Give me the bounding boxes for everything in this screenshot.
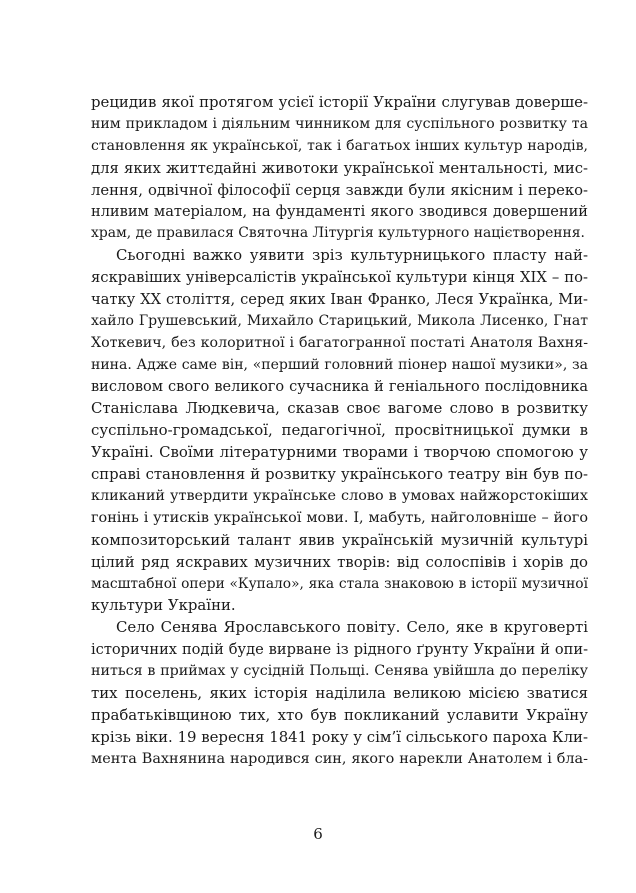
text-line: чатку ХХ століття, серед яких Іван Франко, Леся Українка, Ми- <box>91 291 588 309</box>
text-line: тих поселень, яких історія наділила великою місією зватися <box>91 684 588 703</box>
text-line: рецидив якої протягом усієї історії України слугував доверше- <box>91 93 588 111</box>
text-line: Україні. Своїми літературними творами і творчою спомогою у <box>91 443 588 462</box>
text-line: Станіслава Людкевича, сказав своє вагоме слово в розвитку <box>91 399 588 418</box>
text-line: Хоткевич, без колоритної і багатогранної постаті Анатоля Вахня- <box>91 334 588 351</box>
text-line: справі становлення й розвитку українського театру він був по- <box>91 466 588 484</box>
page-number: 6 <box>313 825 323 843</box>
text-line: історичних подій буде вирване із рідного ґрунту України й опи- <box>91 641 588 659</box>
text-line: кликаний утвердити українське слово в умовах найжорстокіших <box>91 488 588 505</box>
text-line: суспільно-громадської, педагогічної, просвітницької думки в <box>91 421 588 440</box>
text-line: Село Сенява Ярославського повіту. Село, яке в круговерті <box>116 618 588 637</box>
text-line: масштабної опери «Купало», яка стала знаковою в історії музичної <box>91 575 588 592</box>
text-line: нливим матеріалом, на фундаменті якого зводився довершений <box>91 203 588 221</box>
body-text <box>91 92 588 771</box>
text-line: крізь віки. 19 вересня 1841 року у сім’ї сільського пароха Кли- <box>91 727 588 746</box>
text-line: храм, де правилася Святочна Літургія культурного націєтворення. <box>91 225 585 242</box>
text-line: яскравіших універсалістів української культури кінця ХІХ – по- <box>91 269 588 287</box>
paragraph-1 <box>91 92 588 245</box>
text-line: мента Вахнянина народився син, якого нарекли Анатолем і бла- <box>91 750 588 767</box>
text-line: нина. Адже саме він, «перший головний піонер нашої музики», за <box>91 356 588 373</box>
paragraph-2 <box>91 245 588 617</box>
text-line: Сьогодні важко уявити зріз культурницького пласту най- <box>116 246 588 265</box>
text-line: лення, одвічної філософії серця завжди були якісним і переко- <box>91 181 588 199</box>
paragraph-3 <box>91 617 588 770</box>
text-line: гонінь і утисків української мови. І, мабуть, найголовніше – його <box>91 509 588 526</box>
text-line: становлення як української, так і багатьох інших культур народів, <box>91 137 588 154</box>
text-line: ниться в приймах у сусідній Польщі. Сенява увійшла до переліку <box>91 663 588 680</box>
text-line: для яких життєдайні животоки української ментальності, мис- <box>91 159 588 177</box>
text-line: ним прикладом і діяльним чинником для суспільного розвитку та <box>91 115 588 132</box>
text-line: цілий ряд яскравих музичних творів: від солоспівів і хорів до <box>91 552 588 571</box>
text-line: прабатьківщиною тих, хто був покликаний уславити Україну <box>91 705 588 724</box>
text-line: висловом свого великого сучасника й геніального послідовника <box>91 378 588 395</box>
text-line: композиторський талант явив українській музичній культурі <box>91 530 588 549</box>
text-line: хайло Грушевський, Михайло Старицький, Микола Лисенко, Гнат <box>91 312 588 329</box>
text-line: культури України. <box>91 596 236 615</box>
